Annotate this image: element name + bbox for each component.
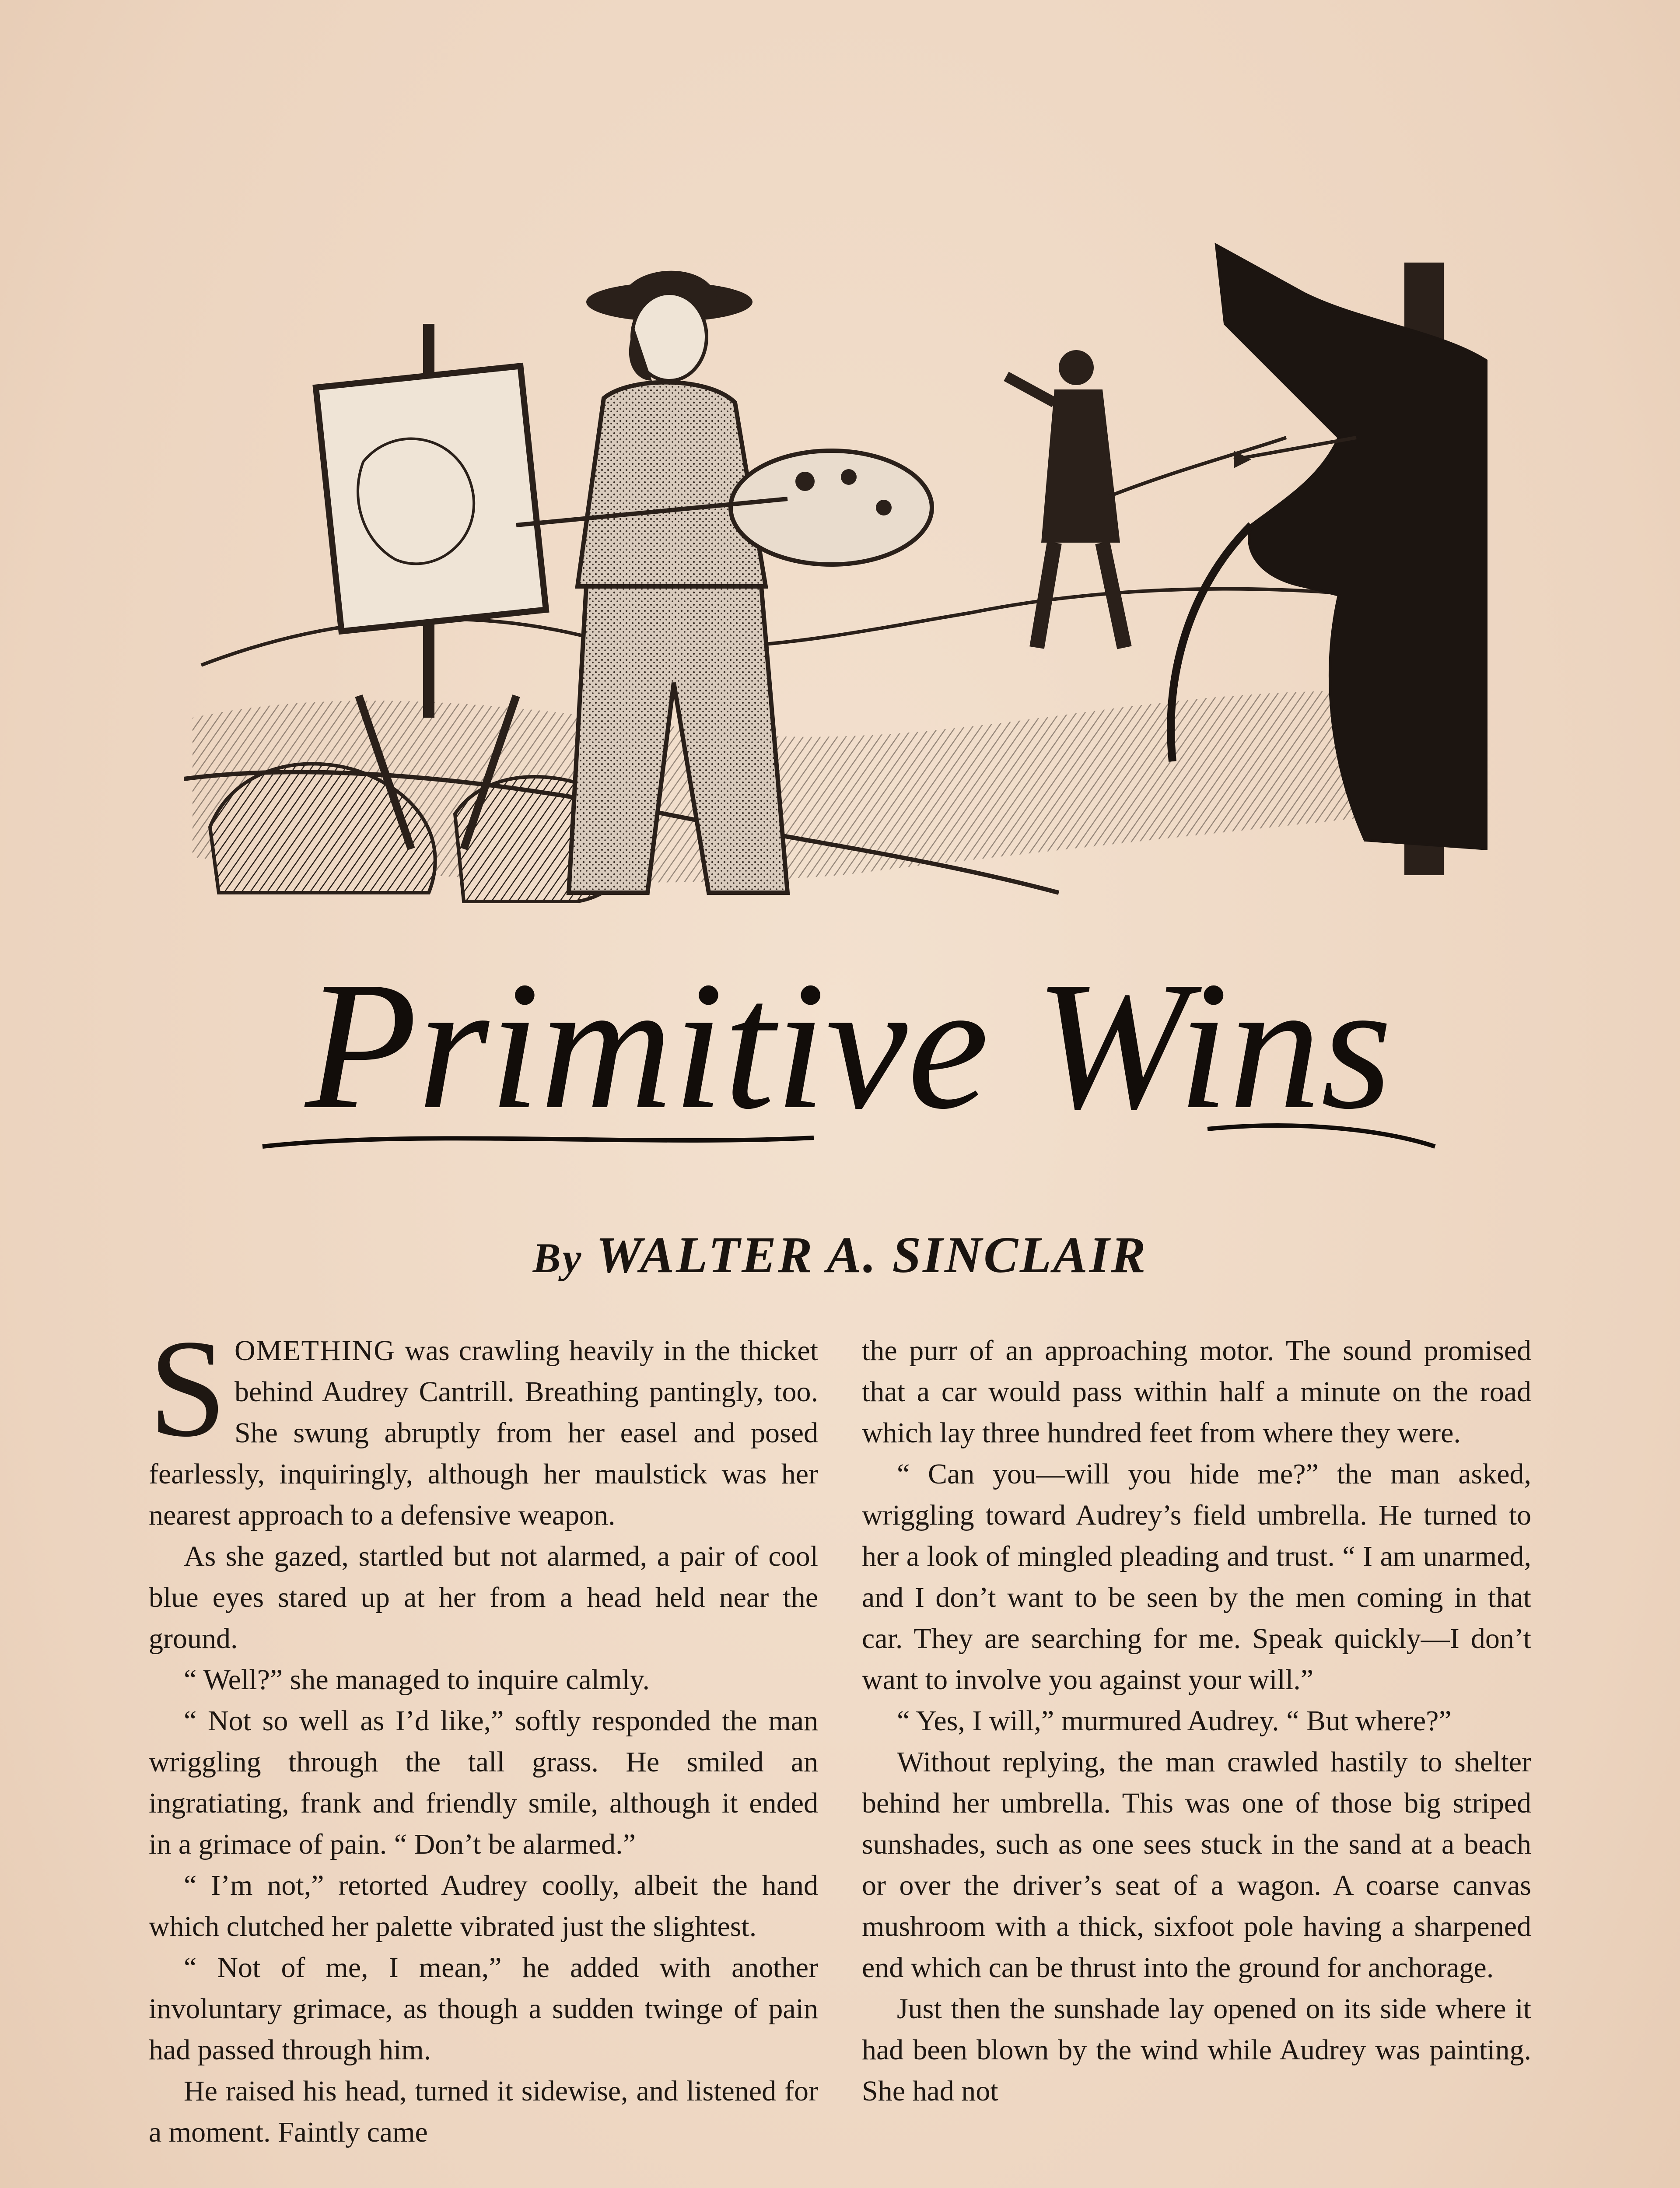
paragraph: “ Well?” she managed to inquire calmly. xyxy=(184,1664,650,1696)
first-word: OMETHING xyxy=(234,1335,396,1367)
byline-author: WALTER A. SINCLAIR xyxy=(596,1226,1148,1283)
paragraph: Just then the sunshade lay opened on its side where it had been blown by the wind while Audrey was painting. She had not xyxy=(862,1993,1531,2107)
right-column xyxy=(862,1330,1531,2188)
paragraph: As she gazed, startled but not alarmed, a pair of cool blue eyes stared up at her from a head held near the ground. xyxy=(149,1540,818,1655)
paragraph: the purr of an approaching motor. The sound promised that a car would pass within half a minute on the road which lay three hundred feet from where they were. xyxy=(862,1335,1531,1449)
story-title xyxy=(245,901,1452,1182)
paragraph: “ Can you—will you hide me?” the man asked, wriggling toward Audrey’s field umbrella. He turned to her a look of mingled pleading and trust. “ I am unarmed, and I don’t want to be seen by the men coming in that car. They are searching for me. Speak quickly—I don’t want to involve you against your will.” xyxy=(862,1458,1531,1696)
paragraph: He raised his head, turned it sidewise, and listened for a moment. Faintly came xyxy=(149,2075,818,2148)
byline-prefix: By xyxy=(532,1234,583,1281)
story-illustration xyxy=(184,193,1488,910)
paragraph xyxy=(149,1330,818,1536)
paragraph: “ Not so well as I’d like,” softly responded the man wriggling through the tall grass. He smiled an ingratiating, frank and friendly smile, although it ended in a grimace of pain. “ Don’t be alarmed.” xyxy=(149,1705,818,1860)
paragraph: “ Not of me, I mean,” he added with another involuntary grimace, as though a sudden twinge of pain had passed through him. xyxy=(149,1952,818,2066)
paragraph: “ I’m not,” retorted Audrey coolly, albeit the hand which clutched her palette vibrated just the slightest. xyxy=(149,1869,818,1943)
left-column xyxy=(149,1330,818,2188)
paragraph: Without replying, the man crawled hastily to shelter behind her umbrella. This was one of those big striped sunshades, such as one sees stuck in the sand at a beach or over the driver’s seat of a wagon. A coarse canvas mushroom with a thick, sixfoot pole having a sharpened end which can be thrust into the ground for anchorage. xyxy=(862,1746,1531,1984)
title-text: Primitive Wins xyxy=(305,943,1393,1147)
byline xyxy=(0,1225,1680,1285)
paragraph: “ Yes, I will,” murmured Audrey. “ But where?” xyxy=(897,1705,1452,1737)
paragraph-text: was crawling heavily in the thicket behind Audrey Cantrill. Breathing pantingly, too. She swung abruptly from her easel and posed fearlessly, inquiringly, although her maulstick was her nearest approach to a defensive weapon. xyxy=(149,1335,818,1531)
drop-cap: S xyxy=(149,1330,227,1466)
